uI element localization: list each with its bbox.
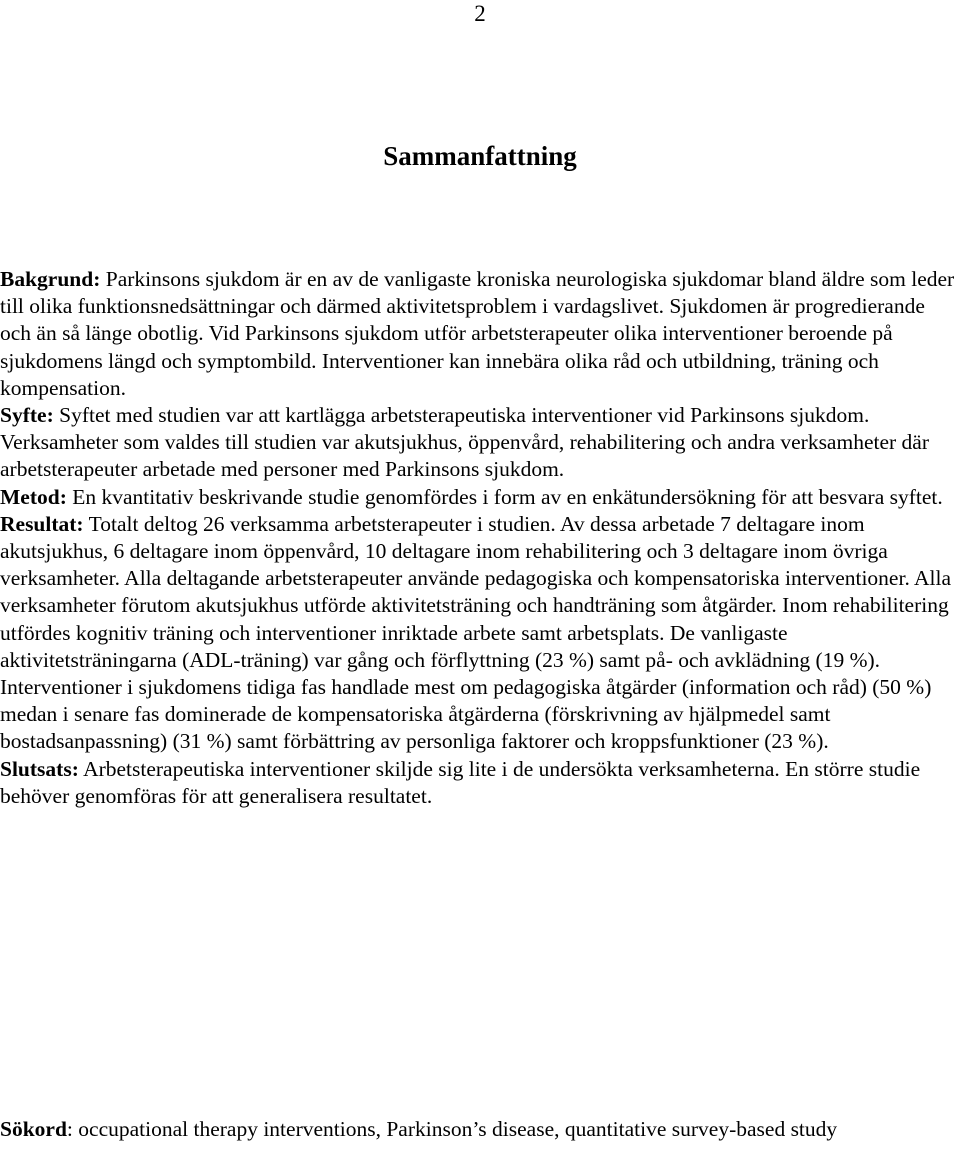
section-label: Metod: xyxy=(0,484,67,509)
section-method xyxy=(0,484,960,511)
keywords-text: : occupational therapy interventions, Parkinson’s disease, quantitative survey-based study xyxy=(66,1117,838,1141)
page-number: 2 xyxy=(474,1,486,26)
section-text: Parkinsons sjukdom är en av de vanligaste kroniska neurologiska sjukdomar bland äldre som leder till olika funktionsnedsättningar och därmed aktivitetsproblem i vardagslivet. Sjukdomen är progredierande och än så länge obotlig. Vid Parkinsons sjukdom utför arbetsterapeuter olika interventioner beroende på sjukdomens längd och symptombild. Interventioner kan innebära olika råd och utbildning, träning och kompensation. xyxy=(0,267,955,400)
section-conclusion xyxy=(0,756,960,810)
keywords-label: Sökord xyxy=(0,1117,67,1141)
section-label: Syfte: xyxy=(0,403,54,428)
section-results xyxy=(0,511,960,756)
keywords xyxy=(0,1116,960,1143)
section-background xyxy=(0,266,960,402)
section-label: Bakgrund: xyxy=(0,267,101,291)
section-text: Syftet med studien var att kartlägga arbetsterapeutiska interventioner vid Parkinsons sjukdom. Verksamheter som valdes till studien var akutsjukhus, öppenvård, rehabilitering och andra verksamheter där arbetsterapeuter arbetade med personer med Parkinsons sjukdom. xyxy=(0,403,929,482)
section-label: Slutsats: xyxy=(0,756,79,781)
section-aim xyxy=(0,402,960,484)
section-text: Arbetsterapeutiska interventioner skiljde sig lite i de undersökta verksamheterna. En större studie behöver genomföras för att generalisera resultatet. xyxy=(0,756,921,808)
section-label: Resultat: xyxy=(0,511,84,536)
section-text: En kvantitativ beskrivande studie genomfördes i form av en enkätundersökning för att besvara syftet. xyxy=(72,484,943,509)
page-title: Sammanfattning xyxy=(383,141,577,171)
section-text: Totalt deltog 26 verksamma arbetsterapeuter i studien. Av dessa arbetade 7 deltagare inom akutsjukhus, 6 deltagare inom öppenvård, 10 deltagare inom rehabilitering och 3 deltagare inom övriga verksamheter. Alla deltagande arbetsterapeuter använde pedagogiska och kompensatoriska interventioner. Alla verksamheter förutom akutsjukhus utförde aktivitetsträning och handträning som åtgärder. Inom rehabilitering utfördes kognitiv träning och interventioner inriktade arbete samt arbetsplats. De vanligaste aktivitetsträningarna (ADL-träning) var gång och förflyttning (23 %) samt på- och avklädning (19 %). Interventioner i sjukdomens tidiga fas handlade mest om pedagogiska åtgärder (information och råd) (50 %) medan i senare fas dominerade de kompensatoriska åtgärderna (förskrivning av hjälpmedel samt bostadsanpassning) (31 %) samt förbättring av personliga faktorer och kroppsfunktioner (23 %). xyxy=(0,511,952,754)
abstract xyxy=(0,266,960,810)
